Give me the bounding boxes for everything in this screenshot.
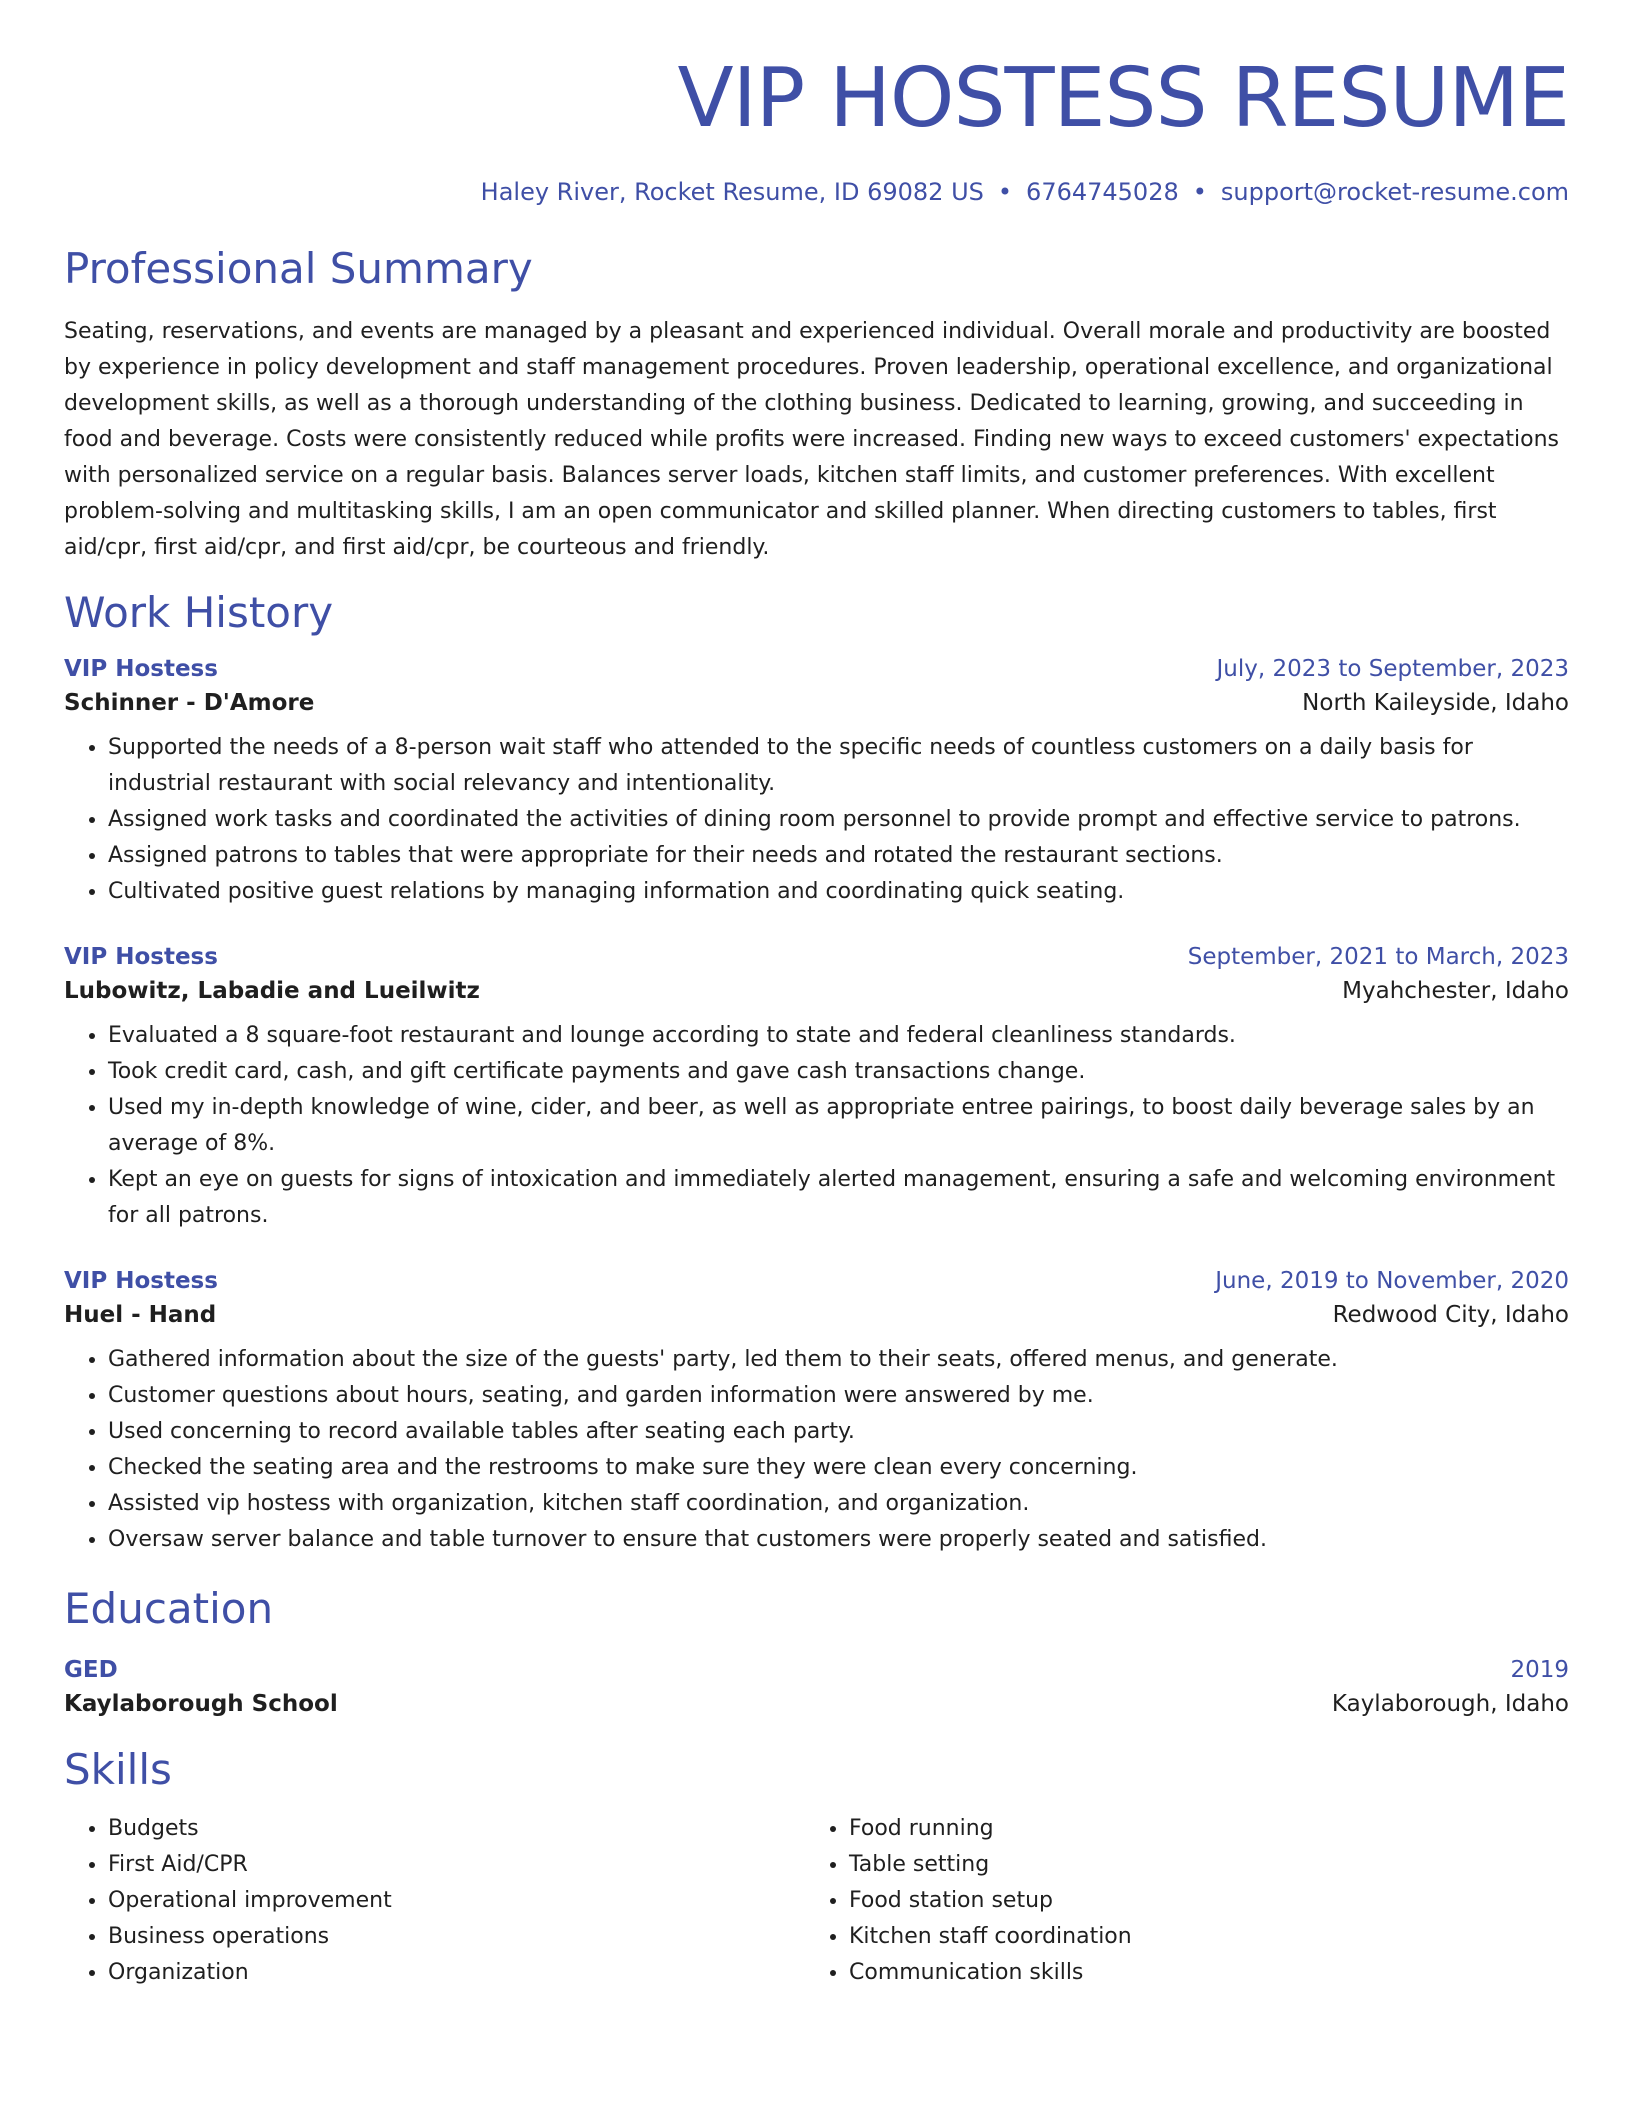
job-duty: • Customer questions about hours, seating, and garden information were answered by me.: [108, 1378, 1569, 1414]
job-entry: [64, 656, 1569, 910]
education-location: Kaylaborough, Idaho: [1331, 1690, 1569, 1717]
job-duty: • Used my in-depth knowledge of wine, cider, and beer, as well as appropriate entree pairings, to boost daily beverage sales by an average of 8%.: [108, 1090, 1569, 1162]
job-entry: [64, 1268, 1569, 1558]
job-duty: • Supported the needs of a 8-person wait staff who attended to the specific needs of countless customers on a daily basis for industrial restaurant with social relevancy and intentionality.: [108, 730, 1569, 802]
job-employer: Schinner - D'Amore: [64, 690, 315, 717]
job-duty: • Oversaw server balance and table turnover to ensure that customers were properly seated and satisfied.: [108, 1522, 1569, 1558]
skill-item: • Food station setup: [849, 1883, 1546, 1919]
job-dates: July, 2023 to September, 2023: [1216, 656, 1569, 683]
education-degree: GED: [64, 1656, 118, 1683]
contact-phone: 6764745028: [1026, 178, 1179, 206]
contact-email: support@rocket-resume.com: [1220, 178, 1569, 206]
skills-column-left: [64, 1811, 805, 1991]
job-location: Myahchester, Idaho: [1342, 978, 1569, 1005]
skill-item: • Business operations: [108, 1919, 805, 1955]
job-title: VIP Hostess: [64, 656, 218, 683]
job-duty: • Used concerning to record available tables after seating each party.: [108, 1414, 1569, 1450]
skills-list: [64, 1811, 1569, 1991]
education-school: Kaylaborough School: [64, 1690, 338, 1717]
job-duty: • Assigned work tasks and coordinated the activities of dining room personnel to provide prompt and effective service to patrons.: [108, 802, 1569, 838]
job-duty: • Gathered information about the size of the guests' party, led them to their seats, offered menus, and generate.: [108, 1342, 1569, 1378]
education-year: 2019: [1510, 1656, 1569, 1683]
skill-item: • Table setting: [849, 1847, 1546, 1883]
job-employer: Lubowitz, Labadie and Lueilwitz: [64, 978, 480, 1005]
job-duty: • Took credit card, cash, and gift certificate payments and gave cash transactions change.: [108, 1054, 1569, 1090]
contact-separator: •: [1192, 178, 1207, 206]
job-duty: • Evaluated a 8 square-foot restaurant and lounge according to state and federal cleanliness standards.: [108, 1018, 1569, 1054]
job-employer: Huel - Hand: [64, 1302, 217, 1329]
skill-item: • Organization: [108, 1955, 805, 1991]
job-location: North Kaileyside, Idaho: [1302, 690, 1569, 717]
skill-item: • Kitchen staff coordination: [849, 1919, 1546, 1955]
job-duty: • Cultivated positive guest relations by managing information and coordinating quick seating.: [108, 874, 1569, 910]
job-duty: • Assisted vip hostess with organization, kitchen staff coordination, and organization.: [108, 1486, 1569, 1522]
job-dates: June, 2019 to November, 2020: [1215, 1268, 1569, 1295]
job-location: Redwood City, Idaho: [1332, 1302, 1569, 1329]
skill-item: • First Aid/CPR: [108, 1847, 805, 1883]
skill-item: • Operational improvement: [108, 1883, 805, 1919]
resume-header: [64, 0, 1569, 206]
education-heading: Education: [64, 1584, 274, 1634]
job-dates: September, 2021 to March, 2023: [1187, 944, 1569, 971]
skills-column-right: [805, 1811, 1546, 1991]
job-duty: • Kept an eye on guests for signs of intoxication and immediately alerted management, ensuring a safe and welcoming environment for all patrons.: [108, 1162, 1569, 1234]
education-entry: [64, 1657, 1569, 1717]
skill-item: • Communication skills: [849, 1955, 1546, 1991]
contact-address: Haley River, Rocket Resume, ID 69082 US: [480, 178, 984, 206]
skills-heading: Skills: [64, 1744, 172, 1794]
summary-heading: Professional Summary: [64, 244, 533, 293]
work-history-heading: Work History: [64, 588, 334, 638]
job-duty: • Assigned patrons to tables that were appropriate for their needs and rotated the restaurant sections.: [108, 838, 1569, 874]
job-duty: • Checked the seating area and the restrooms to make sure they were clean every concerning.: [108, 1450, 1569, 1486]
job-title: VIP Hostess: [64, 1268, 218, 1295]
contact-line: [64, 178, 1569, 206]
contact-separator: •: [997, 178, 1013, 206]
skill-item: • Food running: [849, 1811, 1546, 1847]
resume-title: VIP HOSTESS RESUME: [677, 51, 1569, 146]
job-duties: [64, 1342, 1569, 1558]
job-duties: [64, 1018, 1569, 1234]
job-duties: [64, 730, 1569, 910]
skill-item: • Budgets: [108, 1811, 805, 1847]
job-entry: [64, 944, 1569, 1234]
job-title: VIP Hostess: [64, 944, 218, 971]
summary-text: Seating, reservations, and events are managed by a pleasant and experienced individual. Overall morale and productivity are boosted by experience in policy development and staff management procedures. Proven leadership, operational excellence, and organizational development skills, as well as a thorough understanding of the clothing business. Dedicated to learning, growing, and succeeding in food and beverage. Costs were consistently reduced while profits were increased. Finding new ways to exceed customers' expectations with personalized service on a regular basis. Balances server loads, kitchen staff limits, and customer preferences. With excellent problem-solving and multitasking skills, I am an open communicator and skilled planner. When directing customers to tables, first aid/cpr, first aid/cpr, and first aid/cpr, be courteous and friendly.: [64, 319, 1560, 561]
